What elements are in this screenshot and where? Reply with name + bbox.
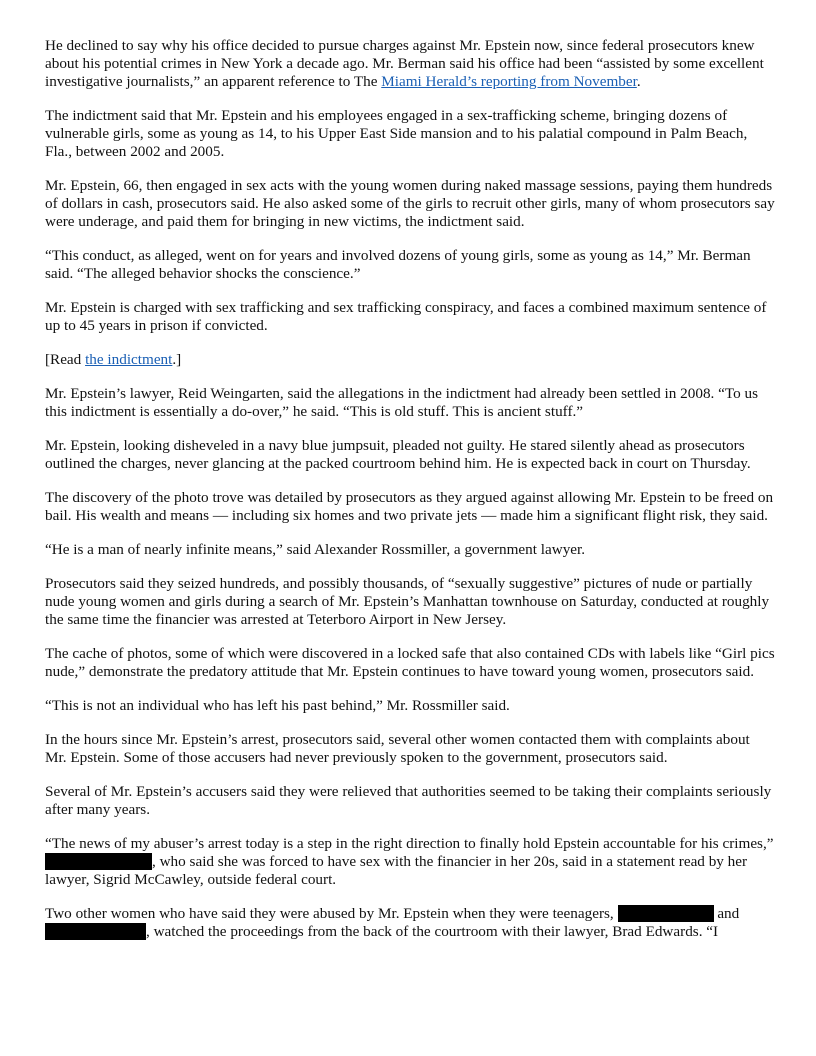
paragraph-17-start: Two other women who have said they were abused by Mr. Epstein when they were teenagers, xyxy=(45,905,618,922)
paragraph-7: Mr. Epstein’s lawyer, Reid Weingarten, said the allegations in the indictment had already been settled in 2008. “To us this indictment is essentially a do-over,” he said. “This is old stuff. This is ancient stuff.” xyxy=(45,385,758,420)
paragraph-17 xyxy=(45,905,775,941)
paragraph-17-rest: , watched the proceedings from the back of the courtroom with their lawyer, Brad Edwards. “I xyxy=(146,923,719,940)
miami-herald-reporting-link[interactable]: Miami Herald’s reporting from November xyxy=(381,73,637,90)
redaction-block-1 xyxy=(45,853,152,870)
paragraph-2: The indictment said that Mr. Epstein and his employees engaged in a sex-trafficking scheme, bringing dozens of vulnerable girls, some as young as 14, to his Upper East Side mansion and to his palatial compound in Palm Beach, Fla., between 2002 and 2005. xyxy=(45,107,748,160)
redaction-block-2 xyxy=(618,905,714,922)
paragraph-14: In the hours since Mr. Epstein’s arrest, prosecutors said, several other women contacted them with complaints about Mr. Epstein. Some of those accusers had never previously spoken to the government, prosecutors said. xyxy=(45,731,750,766)
paragraph-5: Mr. Epstein is charged with sex trafficking and sex trafficking conspiracy, and faces a combined maximum sentence of up to 45 years in prison if convicted. xyxy=(45,299,767,334)
paragraph-8: Mr. Epstein, looking disheveled in a navy blue jumpsuit, pleaded not guilty. He stared silently ahead as prosecutors outlined the charges, never glancing at the packed courtroom behind him. He is expected back in court on Thursday. xyxy=(45,437,751,472)
indictment-link[interactable]: the indictment xyxy=(85,351,173,368)
read-suffix: .] xyxy=(172,351,182,368)
paragraph-3: Mr. Epstein, 66, then engaged in sex acts with the young women during naked massage sessions, paying them hundreds of dollars in cash, prosecutors said. He also asked some of the girls to recruit other girls, many of whom prosecutors say were underage, and paid them for bringing in new victims, the indictment said. xyxy=(45,177,775,230)
read-prefix: [Read xyxy=(45,351,86,368)
paragraph-9: The discovery of the photo trove was detailed by prosecutors as they argued against allowing Mr. Epstein to be freed on bail. His wealth and means — including six homes and two private jets — made him a significant flight risk, they said. xyxy=(45,489,774,524)
paragraph-15: Several of Mr. Epstein’s accusers said they were relieved that authorities seemed to be taking their complaints seriously after many years. xyxy=(45,783,772,818)
paragraph-13: “This is not an individual who has left his past behind,” Mr. Rossmiller said. xyxy=(45,697,510,714)
paragraph-4: “This conduct, as alleged, went on for years and involved dozens of young girls, some as young as 14,” Mr. Berman said. “The alleged behavior shocks the conscience.” xyxy=(45,247,751,282)
paragraph-1 xyxy=(45,37,775,91)
paragraph-11: Prosecutors said they seized hundreds, and possibly thousands, of “sexually suggestive” pictures of nude or partially nude young women and girls during a search of Mr. Epstein’s Manhattan townhouse on Saturday, conducted at roughly the same time the financier was arrested at Teterboro Airport in New Jersey. xyxy=(45,575,770,628)
paragraph-1-text: He declined to say why his office decided to pursue charges against Mr. Epstein now, since federal prosecutors knew about his potential crimes in New York a decade ago. Mr. Berman said his office had been “assisted by some excellent investigative journalists,” an apparent reference to The xyxy=(45,37,764,90)
paragraph-6 xyxy=(45,351,775,369)
paragraph-16 xyxy=(45,835,775,889)
paragraph-17-and: and xyxy=(713,905,740,922)
paragraph-10: “He is a man of nearly infinite means,” said Alexander Rossmiller, a government lawyer. xyxy=(45,541,586,558)
paragraph-16-rest: , who said she was forced to have sex with the financier in her 20s, said in a statement read by her lawyer, Sigrid McCawley, outside federal court. xyxy=(45,853,748,888)
redaction-block-3 xyxy=(45,923,146,940)
paragraph-12: The cache of photos, some of which were discovered in a locked safe that also contained CDs with labels like “Girl pics nude,” demonstrate the predatory attitude that Mr. Epstein continues to have toward young women, prosecutors said. xyxy=(45,645,775,680)
paragraph-1-end: . xyxy=(636,73,641,90)
article-body xyxy=(45,37,775,957)
paragraph-16-quote: “The news of my abuser’s arrest today is a step in the right direction to finally hold Epstein accountable for his crimes,” xyxy=(45,835,774,852)
